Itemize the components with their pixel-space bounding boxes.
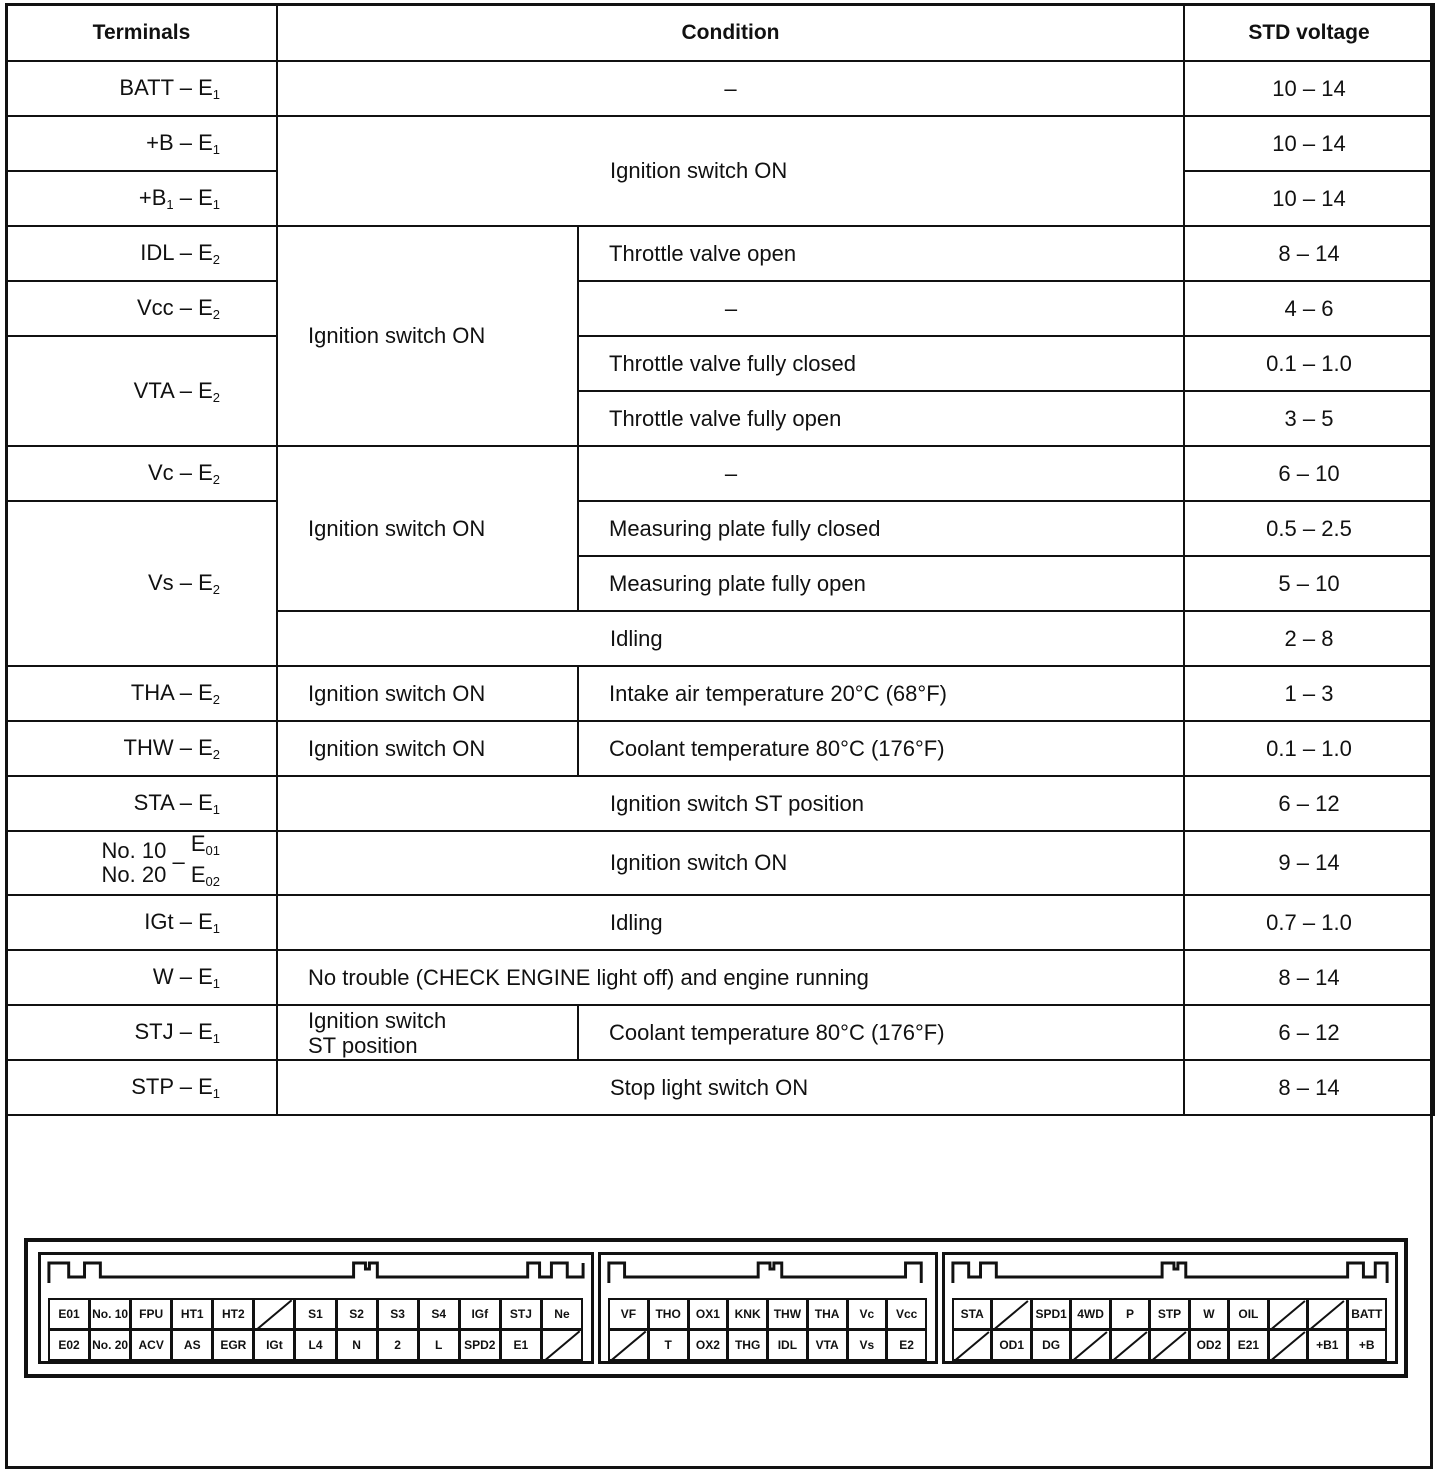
- connector-pin: E21: [1228, 1329, 1268, 1361]
- terminal-cell: THA – $E_2$: [6, 666, 277, 721]
- connector-pin: DG: [1031, 1329, 1071, 1361]
- connector-pin: [1268, 1329, 1308, 1361]
- connector-pin: [253, 1298, 295, 1330]
- connector-pin: S4: [418, 1298, 460, 1330]
- voltage-cell: 0.1 – 1.0: [1184, 336, 1434, 391]
- connector-pin: L: [418, 1329, 460, 1361]
- connector-pin: E1: [500, 1329, 542, 1361]
- table-row: [6, 831, 1434, 895]
- connector-pin: EGR: [212, 1329, 254, 1361]
- condition-group-cell: Ignition switch ON: [277, 666, 578, 721]
- connector-pin: W: [1189, 1298, 1229, 1330]
- condition-cell: Throttle valve fully open: [578, 391, 1184, 446]
- table-row: [6, 666, 1434, 721]
- connector-pin: STP: [1149, 1298, 1189, 1330]
- table-header-row: [6, 4, 1434, 61]
- connector-pin: Vs: [847, 1329, 888, 1361]
- condition-cell: Coolant temperature 80°C (176°F): [578, 1005, 1184, 1060]
- table-row: [6, 1005, 1434, 1060]
- terminal-cell: STP – $E_1$: [6, 1060, 277, 1115]
- connector-pin: E02: [48, 1329, 90, 1361]
- voltage-cell: 6 – 12: [1184, 1005, 1434, 1060]
- condition-cell: Ignition switch ON: [277, 831, 1184, 895]
- table-row: [6, 61, 1434, 116]
- terminal-cell: STJ – $E_1$: [6, 1005, 277, 1060]
- voltage-cell: 4 – 6: [1184, 281, 1434, 336]
- pin-grid-left: [49, 1299, 583, 1361]
- connector-pin: THA: [807, 1298, 848, 1330]
- connector-pin: IDL: [767, 1329, 808, 1361]
- voltage-cell: 10 – 14: [1184, 171, 1434, 226]
- condition-cell: Stop light switch ON: [277, 1060, 1184, 1115]
- connector-pin: STA: [952, 1298, 992, 1330]
- voltage-cell: 10 – 14: [1184, 61, 1434, 116]
- connector-pin: No. 20: [89, 1329, 131, 1361]
- connector-pin: [1110, 1329, 1150, 1361]
- connector-pin: Ne: [541, 1298, 583, 1330]
- condition-cell: –: [578, 281, 1184, 336]
- pin-grid-middle: [609, 1299, 927, 1361]
- connector-pin: +B1: [1307, 1329, 1347, 1361]
- connector-pin: E2: [886, 1329, 927, 1361]
- condition-cell: Measuring plate fully open: [578, 556, 1184, 611]
- condition-cell: Ignition switch ON: [277, 116, 1184, 226]
- connector-pin: HT2: [212, 1298, 254, 1330]
- connector-pin: OIL: [1228, 1298, 1268, 1330]
- connector-pin: [541, 1329, 583, 1361]
- condition-cell: Measuring plate fully closed: [578, 501, 1184, 556]
- voltage-cell: 9 – 14: [1184, 831, 1434, 895]
- table-row: [6, 895, 1434, 950]
- condition-group-cell: Ignition switch ST position: [277, 1005, 578, 1060]
- connector-pin: [608, 1329, 649, 1361]
- condition-group-cell: Ignition switch ON: [277, 446, 578, 611]
- connector-pin: [952, 1329, 992, 1361]
- connector-block-left: [38, 1252, 594, 1364]
- connector-pin: OD2: [1189, 1329, 1229, 1361]
- connector-pin: T: [648, 1329, 689, 1361]
- condition-cell: Idling: [277, 611, 1184, 666]
- table-row: [6, 281, 1434, 336]
- voltage-cell: 8 – 14: [1184, 226, 1434, 281]
- terminal-voltage-table: [5, 3, 1435, 1116]
- condition-cell: Throttle valve fully closed: [578, 336, 1184, 391]
- table-row: [6, 226, 1434, 281]
- table-row: [6, 1060, 1434, 1115]
- connector-pin: [1070, 1329, 1110, 1361]
- voltage-cell: 5 – 10: [1184, 556, 1434, 611]
- connector-pin: 4WD: [1070, 1298, 1110, 1330]
- condition-group-cell: Ignition switch ON: [277, 721, 578, 776]
- connector-block-right: [942, 1252, 1398, 1364]
- voltage-cell: 8 – 14: [1184, 1060, 1434, 1115]
- table-row: [6, 721, 1434, 776]
- connector-pin: S2: [336, 1298, 378, 1330]
- terminal-cell: VTA – $E_2$: [6, 336, 277, 446]
- connector-pin: OD1: [991, 1329, 1031, 1361]
- terminal-cell: STA – $E_1$: [6, 776, 277, 831]
- connector-keyway-icon: [601, 1255, 935, 1289]
- connector-keyway-icon: [945, 1255, 1395, 1289]
- connector-pin: FPU: [130, 1298, 172, 1330]
- connector-pin: Vc: [847, 1298, 888, 1330]
- connector-pin: AS: [171, 1329, 213, 1361]
- voltage-cell: 8 – 14: [1184, 950, 1434, 1005]
- terminal-cell: Vs – $E_2$: [6, 501, 277, 666]
- ground-stack: $E_{01}$ $E_{02}$: [190, 831, 220, 889]
- connector-pin: THG: [727, 1329, 768, 1361]
- table-row: [6, 950, 1434, 1005]
- connector-pin: OX2: [688, 1329, 729, 1361]
- voltage-cell: 10 – 14: [1184, 116, 1434, 171]
- connector-pin: L4: [294, 1329, 336, 1361]
- connector-pin: E01: [48, 1298, 90, 1330]
- connector-pin: [1149, 1329, 1189, 1361]
- terminal-cell: $+B_1 - E_1$: [6, 171, 277, 226]
- connector-pin: VF: [608, 1298, 649, 1330]
- connector-pin: S1: [294, 1298, 336, 1330]
- terminal-cell: IDL – $E_2$: [6, 226, 277, 281]
- connector-pin: No. 10: [89, 1298, 131, 1330]
- connector-pin: N: [336, 1329, 378, 1361]
- connector-pin: P: [1110, 1298, 1150, 1330]
- connector-pin: THO: [648, 1298, 689, 1330]
- table-row: [6, 776, 1434, 831]
- connector-pin: VTA: [807, 1329, 848, 1361]
- table-row: [6, 336, 1434, 391]
- table-row: [6, 116, 1434, 171]
- voltage-cell: 2 – 8: [1184, 611, 1434, 666]
- terminal-cell: No. 10 No. 20 – $E_{01}$ $E_{02}$: [6, 831, 277, 895]
- connector-pin: ACV: [130, 1329, 172, 1361]
- connector-pin: IGf: [459, 1298, 501, 1330]
- terminal-cell: W – $E_1$: [6, 950, 277, 1005]
- voltage-cell: 1 – 3: [1184, 666, 1434, 721]
- voltage-cell: 0.5 – 2.5: [1184, 501, 1434, 556]
- connector-pin: SPD1: [1031, 1298, 1071, 1330]
- terminal-cell: Vc – $E_2$: [6, 446, 277, 501]
- connector-pin: KNK: [727, 1298, 768, 1330]
- connector-pin: IGt: [253, 1329, 295, 1361]
- pin-grid-right: [953, 1299, 1387, 1361]
- connector-block-middle: [598, 1252, 938, 1364]
- connector-pin: +B: [1347, 1329, 1387, 1361]
- terminal-cell: IGt – $E_1$: [6, 895, 277, 950]
- connector-keyway-icon: [41, 1255, 591, 1289]
- ecu-connector-diagram: [24, 1238, 1408, 1378]
- condition-cell: Ignition switch ST position: [277, 776, 1184, 831]
- connector-pin: BATT: [1347, 1298, 1387, 1330]
- connector-pin: SPD2: [459, 1329, 501, 1361]
- table-row: [6, 446, 1434, 501]
- connector-pin: Vcc: [886, 1298, 927, 1330]
- header-condition: Condition: [277, 4, 1184, 61]
- header-terminals: Terminals: [6, 4, 277, 61]
- connector-pin: STJ: [500, 1298, 542, 1330]
- terminal-cell: THW – $E_2$: [6, 721, 277, 776]
- connector-pin: [991, 1298, 1031, 1330]
- connector-pin: OX1: [688, 1298, 729, 1330]
- voltage-cell: 6 – 10: [1184, 446, 1434, 501]
- condition-cell: Coolant temperature 80°C (176°F): [578, 721, 1184, 776]
- header-voltage: STD voltage: [1184, 4, 1434, 61]
- connector-pin: [1307, 1298, 1347, 1330]
- condition-cell: Intake air temperature 20°C (68°F): [578, 666, 1184, 721]
- voltage-cell: 0.1 – 1.0: [1184, 721, 1434, 776]
- voltage-cell: 3 – 5: [1184, 391, 1434, 446]
- condition-cell: –: [578, 446, 1184, 501]
- terminal-stack: No. 10 No. 20: [101, 838, 167, 887]
- connector-pin: S3: [377, 1298, 419, 1330]
- table-row: [6, 501, 1434, 556]
- condition-group-cell: Ignition switch ON: [277, 226, 578, 446]
- connector-pin: [1268, 1298, 1308, 1330]
- condition-cell: Idling: [277, 895, 1184, 950]
- condition-cell: Throttle valve open: [578, 226, 1184, 281]
- voltage-cell: 0.7 – 1.0: [1184, 895, 1434, 950]
- connector-pin: THW: [767, 1298, 808, 1330]
- connector-pin: HT1: [171, 1298, 213, 1330]
- terminal-cell: BATT – $E_1$: [6, 61, 277, 116]
- condition-cell: –: [277, 61, 1184, 116]
- terminal-cell: $+B - E_1$: [6, 116, 277, 171]
- condition-cell: No trouble (CHECK ENGINE light off) and engine running: [277, 950, 1184, 1005]
- terminal-cell: Vcc – $E_2$: [6, 281, 277, 336]
- voltage-cell: 6 – 12: [1184, 776, 1434, 831]
- connector-pin: 2: [377, 1329, 419, 1361]
